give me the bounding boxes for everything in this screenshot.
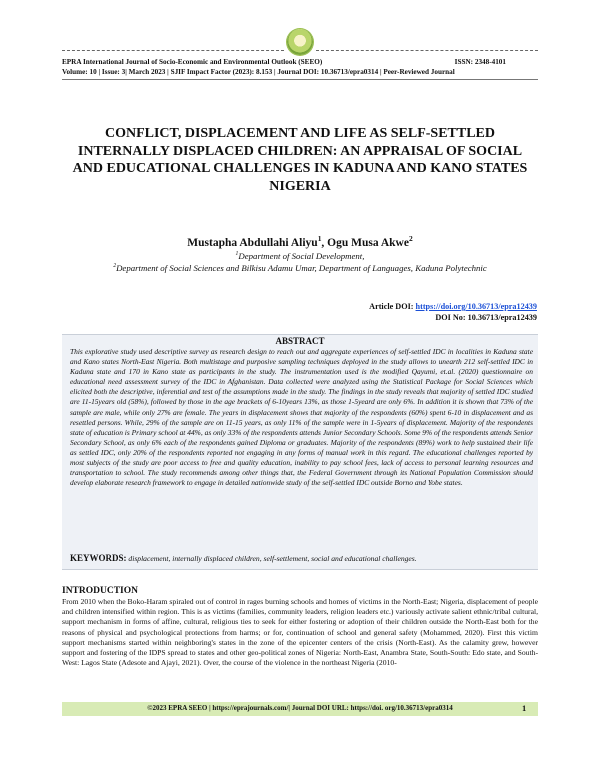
affiliation-2 (62, 263, 538, 273)
header-divider-right (316, 50, 538, 51)
affiliation-1 (62, 251, 538, 261)
affiliation-2-text: Department of Social Sciences and Bilkisu Adamu Umar, Department of Languages, Kaduna Polytechnic (116, 263, 487, 273)
article-doi-link[interactable]: https://doi.org/10.36713/epra12439 (415, 302, 537, 311)
article-doi-label: Article DOI: (369, 302, 416, 311)
introduction-text: From 2010 when the Boko-Haram spiraled out of control in rages burning schools and homes of victims in the North-East; Nigeria, displacement of people and children intensified within region. This is as victims (families, community leaders, religion leaders etc.) variously activate salient ethnic/tribal cultural, support mechanism in forms of affine, cultural, religious ties to seek for either fostering or adoption of their children outside the North-East both for the reasons of physical and psychological protections from harms; or for, continuation of school and general safety (Mohammed, 2020). First this victim support mechanisms started within neighboring's states in the zone of the epicenter centers of the crisis (North-East). As the calamity grew, however support and fostering of the IDPS spread to states and other geo-political zones of Nigeria: North-East, Anambra State, South-South: Edo state, and South-West: Lagos State (Adesote and Ajayi, 2021). Over, the course of the violence in the northeast Nigeria (2010- (62, 597, 538, 668)
author-2: Ogu Musa Akwe (327, 236, 409, 249)
author-separator: , (321, 236, 328, 249)
affiliation-1-sup: 1 (235, 251, 239, 258)
keywords-text: displacement, internally displaced children, self-settlement, social and educational challenges. (126, 554, 417, 563)
abstract-heading: ABSTRACT (275, 336, 325, 346)
affiliation-1-text: Department of Social Development, (238, 251, 365, 261)
keywords-label: KEYWORDS: (70, 553, 127, 563)
keywords (70, 553, 533, 563)
journal-header (62, 58, 538, 66)
doi-number: DOI No: 10.36713/epra12439 (435, 313, 537, 322)
author-1-sup: 1 (317, 234, 322, 243)
affiliation-2-sup: 2 (113, 263, 117, 270)
author-2-sup: 2 (408, 234, 413, 243)
article-doi (369, 302, 537, 311)
journal-logo-icon (287, 29, 313, 55)
footer-text: ©2023 EPRA SEEO | https://eprajournals.com/| Journal DOI URL: https://doi. org/10.36713/epra0314 (147, 704, 453, 712)
header-rule (62, 79, 538, 80)
abstract-text: This explorative study used descriptive survey as research design to reach out and aggregate experiences of self-settled IDC in localities in Kaduna state and Kano states North-East Nigeria. Both multistage and purposive sampling techniques deployed in the study allows to unearth 212 self-settled IDC in Kaduna state and 170 in Kano state as participants in the study. The instrumentation used is the modified Qayumi, et.al. (2020) questionnaire on educational need assessment survey of the IDC in Afghanistan. Data collected were analyzed using the Statistical Package for Social Sciences which elicited both the descriptive, inferential and test of the assumptions made in the study. The findings in the study reveals that majority of settled IDC studied are 11-15years old (58%), followed by those in the age brackets of 6-10years 13%, as those 1-5yeard are only 6%. In addition it is shown that 73% of the sample are male, while only 27% are female. The years in displacement shows that majority of the respondents (60%) spent 6-10 in displacement and as resettled persons. While, 29% of the sample are on 11-15 years, as only 11% of the sample were in 1-5years of displacement. Majority of the respondents state of education is Primary school at 44%, as only 33% of the respondents attends Junior Secondary Schools. Some 9% of the respondents attends Senior Secondary School, as only 6% each of the respondents gained Diploma or graduates. Majority of the respondents (89%) work to help sustained their life as settled IDC, only 20% of the respondents reported not engaging in any forms of manual work in this regard. The educational challenges reported by most subjects of the study are poor access to free and quality education, inability to pay school fees, lack of access to personal learning resources and transportation to school. The study recommends among other things that, the Federal Government through its National Population Commission should develop elaborate research framework to engage in detailed nationwide study of the self-settled IDC outside Borno and Yobe states. (70, 347, 533, 488)
page-number: 1 (522, 703, 527, 713)
paper-title: CONFLICT, DISPLACEMENT AND LIFE AS SELF-SETTLED INTERNALLY DISPLACED CHILDREN: AN APPRAISAL OF SOCIAL AND EDUCATIONAL CHALLENGES IN KADUNA AND KANO STATES NIGERIA (72, 126, 528, 194)
journal-meta: Volume: 10 | Issue: 3| March 2023 | SJIF Impact Factor (2023): 8.153 | Journal DOI: 10.36713/epra0314 | Peer-Reviewed Journal (62, 68, 455, 76)
authors (62, 234, 538, 249)
author-1: Mustapha Abdullahi Aliyu (187, 236, 318, 249)
header-divider-left (62, 50, 284, 51)
journal-name: EPRA International Journal of Socio-Economic and Environmental Outlook (SEEO) (62, 58, 323, 66)
introduction-heading: INTRODUCTION (62, 586, 139, 596)
journal-issn: ISSN: 2348-4101 (454, 58, 506, 66)
